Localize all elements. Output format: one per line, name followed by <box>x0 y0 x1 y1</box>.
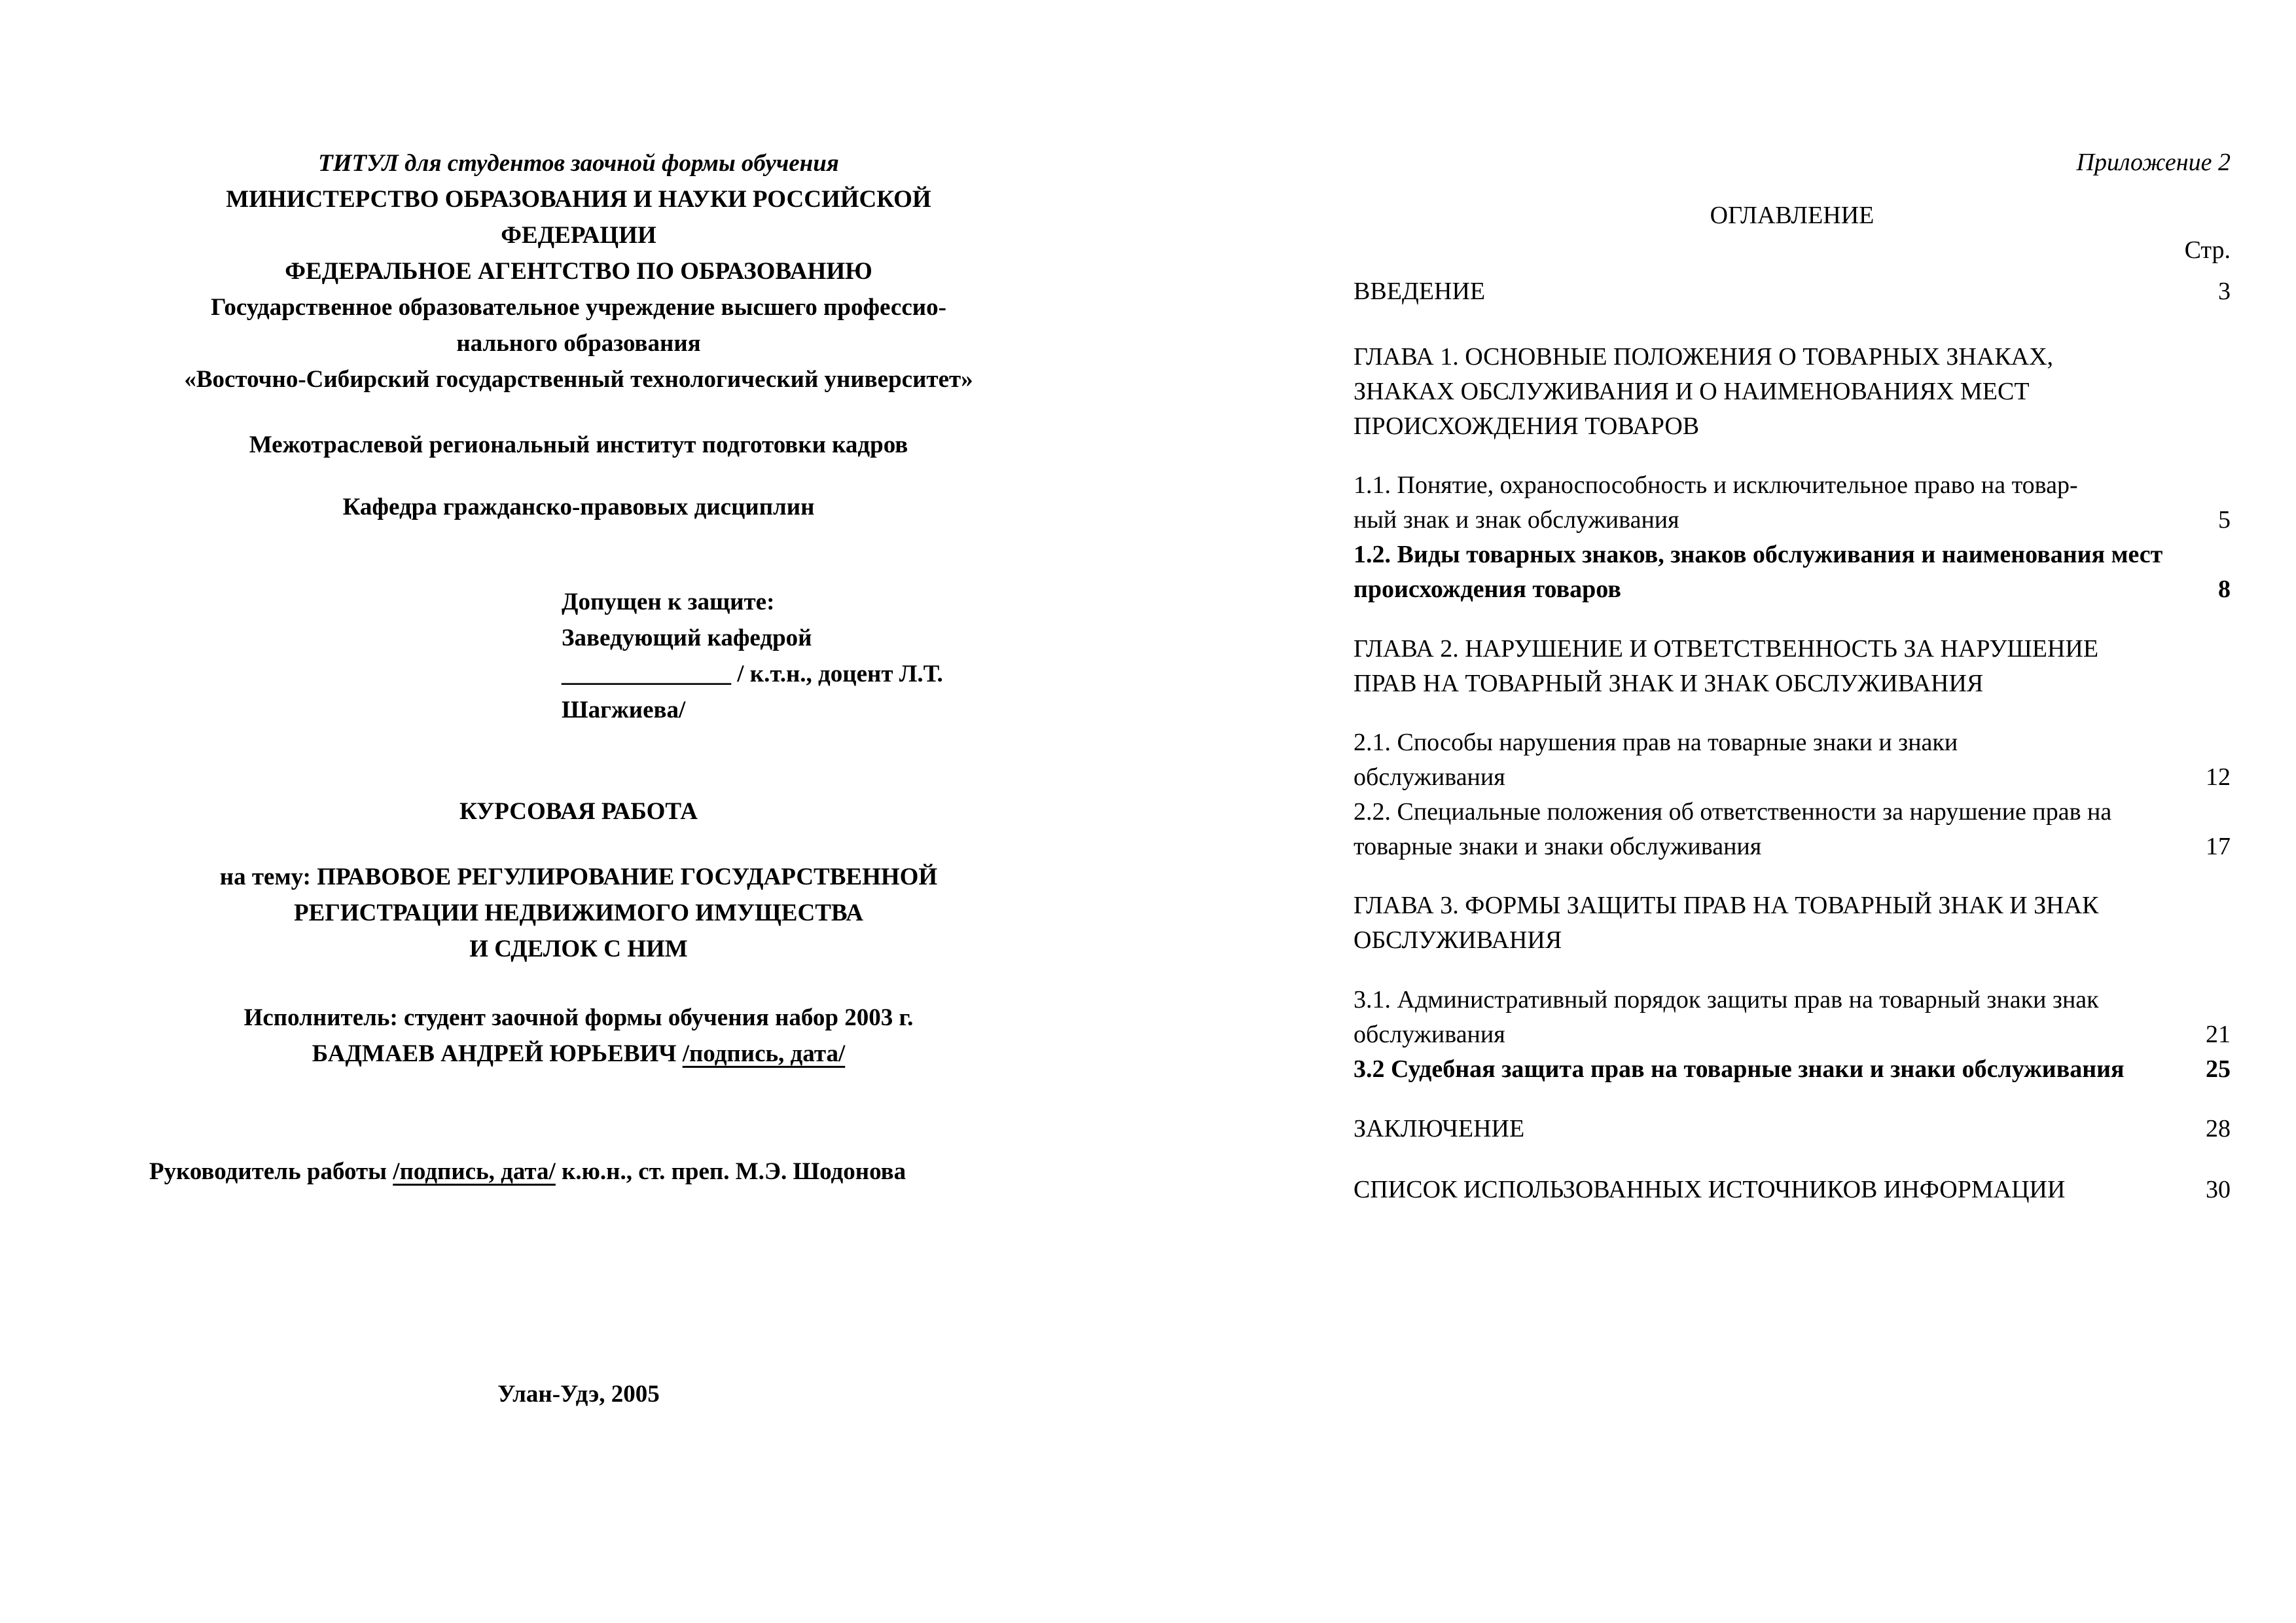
toc-page-number: 30 <box>2206 1176 2231 1203</box>
toc-entry-2-1 <box>1354 725 2231 795</box>
department-line: Кафедра гражданско-правовых дисциплин <box>342 494 815 520</box>
toc-line: ПРАВ НА ТОВАРНЫЙ ЗНАК И ЗНАК ОБСЛУЖИВАНИЯ <box>1354 670 1984 697</box>
toc-page-number: 25 <box>2206 1055 2231 1083</box>
approval-position: Заведующий кафедрой <box>562 625 812 651</box>
university-line: «Восточно-Сибирский государственный технологический университет» <box>184 366 973 393</box>
toc-entry-sources <box>1354 1173 2231 1207</box>
work-type-title: КУРСОВАЯ РАБОТА <box>459 798 698 825</box>
institution-line-2: нального образования <box>456 330 701 357</box>
supervisor-prefix: Руководитель работы <box>149 1158 393 1185</box>
toc-entry-chapter-1 <box>1354 340 2231 444</box>
toc-line <box>1354 760 2231 795</box>
toc-page-number: 21 <box>2206 1021 2231 1048</box>
toc-title: ОГЛАВЛЕНИЕ <box>1710 202 1874 229</box>
toc-entry-label: обслуживания <box>1354 763 1505 791</box>
institution-line-1: Государственное образовательное учреждение высшего профессио- <box>211 294 946 321</box>
toc-line: ГЛАВА 1. ОСНОВНЫЕ ПОЛОЖЕНИЯ О ТОВАРНЫХ ЗНАКАХ, <box>1354 343 2054 371</box>
toc-line <box>1354 1017 2231 1052</box>
toc-page-number: 17 <box>2206 833 2231 860</box>
title-page <box>149 145 1008 1412</box>
toc-entry-label: СПИСОК ИСПОЛЬЗОВАННЫХ ИСТОЧНИКОВ ИНФОРМАЦИИ <box>1354 1176 2066 1203</box>
toc-page-number: 5 <box>2218 506 2231 534</box>
topic-line-2: РЕГИСТРАЦИИ НЕДВИЖИМОГО ИМУЩЕСТВА <box>294 900 863 926</box>
executor-line: Исполнитель: студент заочной формы обучения набор 2003 г. <box>243 1004 914 1031</box>
toc-entry-label: ный знак и знак обслуживания <box>1354 506 1679 534</box>
toc-page-number: 8 <box>2218 575 2231 603</box>
toc-entry-1-1 <box>1354 468 2231 538</box>
toc-line: ГЛАВА 2. НАРУШЕНИЕ И ОТВЕТСТВЕННОСТЬ ЗА НАРУШЕНИЕ <box>1354 635 2099 663</box>
approval-signature-line <box>562 656 1008 692</box>
topic-line-1: на тему: ПРАВОВОЕ РЕГУЛИРОВАНИЕ ГОСУДАРСТВЕННОЙ <box>219 864 938 890</box>
toc-entry-label: обслуживания <box>1354 1021 1505 1048</box>
toc-line: ОБСЛУЖИВАНИЯ <box>1354 926 1562 954</box>
toc-entry-label: 3.2 Судебная защита прав на товарные знаки и знаки обслуживания <box>1354 1055 2125 1083</box>
topic-line-3: И СДЕЛОК С НИМ <box>469 936 688 962</box>
executor-signature-placeholder: /подпись, дата/ <box>682 1040 846 1067</box>
executor-name: БАДМАЕВ АНДРЕЙ ЮРЬЕВИЧ <box>312 1040 683 1067</box>
toc-entry-3-1 <box>1354 983 2231 1052</box>
toc-entry-label: товарные знаки и знаки обслуживания <box>1354 833 1762 860</box>
toc-line: ГЛАВА 3. ФОРМЫ ЗАЩИТЫ ПРАВ НА ТОВАРНЫЙ ЗНАК И ЗНАК <box>1354 892 2099 919</box>
toc-line: 3.1. Административный порядок защиты прав на товарный знаки знак <box>1354 986 2099 1013</box>
signature-blank: ______________ <box>562 661 731 687</box>
executor-name-line <box>149 1036 1008 1072</box>
toc-line: 2.2. Специальные положения об ответственности за нарушение прав на <box>1354 798 2112 826</box>
toc-line <box>1354 830 2231 864</box>
approval-title: Допущен к защите: <box>562 589 775 615</box>
appendix-note: Приложение 2 <box>2076 149 2231 176</box>
page-column-header: Стр. <box>2184 236 2231 264</box>
toc-entry-3-2 <box>1354 1052 2231 1087</box>
approval-block <box>562 584 1008 728</box>
toc-entry-introduction <box>1354 274 2231 309</box>
supervisor-signature-placeholder: /подпись, дата/ <box>393 1158 556 1185</box>
toc-entry-2-2 <box>1354 795 2231 864</box>
supervisor-name: к.ю.н., ст. преп. М.Э. Шодонова <box>555 1158 906 1185</box>
toc-line <box>1354 503 2231 538</box>
header-note: ТИТУЛ для студентов заочной формы обучения <box>318 150 839 177</box>
toc-line <box>1354 572 2231 607</box>
toc-entry-chapter-2 <box>1354 632 2231 701</box>
approval-degree: / к.т.н., доцент Л.Т. <box>731 661 943 687</box>
toc-line: 2.1. Способы нарушения прав на товарные знаки и знаки <box>1354 729 1958 756</box>
table-of-contents-page <box>1354 145 2231 1207</box>
toc-page-number: 3 <box>2218 278 2231 305</box>
supervisor-line <box>149 1154 1008 1190</box>
toc-line: 1.1. Понятие, охраноспособность и исключительное право на товар- <box>1354 471 2078 499</box>
toc-page-number: 28 <box>2206 1115 2231 1142</box>
toc-line: ПРОИСХОЖДЕНИЯ ТОВАРОВ <box>1354 412 1700 440</box>
toc-page-number: 12 <box>2206 763 2231 791</box>
toc-entry-label: происхождения товаров <box>1354 575 1621 603</box>
institute-line: Межотраслевой региональный институт подготовки кадров <box>249 431 908 458</box>
toc-entry-1-2 <box>1354 538 2231 607</box>
toc-entry-label: ВВЕДЕНИЕ <box>1354 278 1486 305</box>
city-year-line: Улан-Удэ, 2005 <box>497 1381 660 1408</box>
toc-entry-chapter-3 <box>1354 888 2231 958</box>
ministry-line-1: МИНИСТЕРСТВО ОБРАЗОВАНИЯ И НАУКИ РОССИЙСКОЙ <box>226 186 931 213</box>
ministry-line-2: ФЕДЕРАЦИИ <box>501 222 656 249</box>
toc-entry-label: ЗАКЛЮЧЕНИЕ <box>1354 1115 1525 1142</box>
toc-line: ЗНАКАХ ОБСЛУЖИВАНИЯ И О НАИМЕНОВАНИЯХ МЕСТ <box>1354 378 2030 405</box>
toc-line: 1.2. Виды товарных знаков, знаков обслуживания и наименования мест <box>1354 541 2163 568</box>
approval-name: Шагжиева/ <box>562 697 686 723</box>
agency-line: ФЕДЕРАЛЬНОЕ АГЕНТСТВО ПО ОБРАЗОВАНИЮ <box>285 258 872 285</box>
toc-entry-conclusion <box>1354 1112 2231 1146</box>
